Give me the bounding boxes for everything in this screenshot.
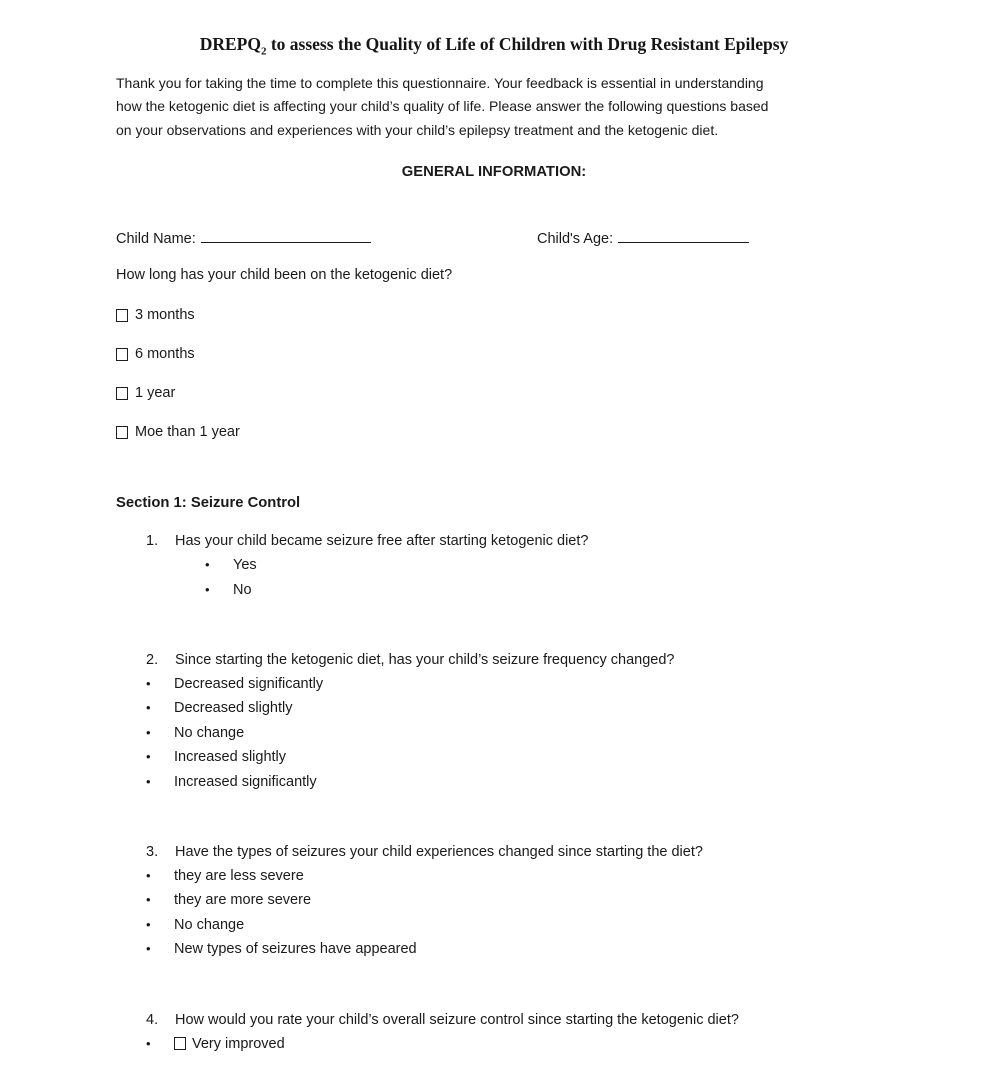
- intro-line-1: Thank you for taking the time to complete this questionnaire. Your feedback is essential in understanding: [116, 75, 764, 91]
- option-less-severe: [116, 864, 872, 888]
- bullet-icon: •: [146, 773, 151, 789]
- duration-options-list: [116, 305, 872, 442]
- checkbox-icon[interactable]: [116, 387, 128, 400]
- question-1-text-row: [116, 529, 872, 553]
- bullet-icon: •: [205, 557, 210, 573]
- child-name-input-line[interactable]: [201, 228, 371, 243]
- general-information-heading: GENERAL INFORMATION:: [401, 164, 587, 181]
- checkbox-icon[interactable]: [116, 309, 128, 322]
- question-3-text-row: [116, 840, 872, 864]
- child-age-label: Child's Age:: [537, 231, 614, 248]
- option-very-improved[interactable]: [116, 1032, 872, 1056]
- section1-heading: Section 1: Seizure Control: [116, 495, 301, 512]
- question-number: 4.: [146, 1011, 159, 1028]
- intro-paragraph: [116, 72, 872, 142]
- option-decreased-significantly: [116, 672, 872, 696]
- question-4-options: [116, 1032, 872, 1056]
- question-text: Have the types of seizures your child experiences changed since starting the diet?: [175, 844, 703, 861]
- option-label: Increased significantly: [174, 773, 317, 790]
- question-2-text-row: [116, 648, 872, 672]
- option-label: Decreased significantly: [174, 676, 324, 693]
- option-no-change: [116, 721, 872, 745]
- option-label: they are more severe: [174, 892, 312, 909]
- title-subscript: 2: [260, 45, 267, 58]
- option-label: No change: [174, 916, 245, 933]
- page-title: [116, 33, 872, 58]
- option-label: Very improved: [192, 1035, 285, 1052]
- duration-option-6-months[interactable]: [116, 344, 872, 364]
- bullet-icon: •: [146, 676, 151, 692]
- bullet-icon: •: [146, 749, 151, 765]
- intro-line-3: on your observations and experiences with your child’s epilepsy treatment and the ketogenic diet.: [116, 121, 719, 138]
- question-2: [116, 648, 872, 794]
- option-yes: [116, 553, 872, 577]
- question-text: Since starting the ketogenic diet, has your child’s seizure frequency changed?: [175, 652, 675, 669]
- duration-option-3-months[interactable]: [116, 305, 872, 325]
- question-1-options: [116, 553, 872, 602]
- question-1: [116, 529, 872, 602]
- bullet-icon: •: [205, 581, 210, 597]
- duration-option-label: 1 year: [135, 385, 176, 402]
- bullet-icon: •: [146, 700, 151, 716]
- question-4-text-row: [116, 1008, 872, 1032]
- option-label: they are less severe: [174, 868, 304, 885]
- bullet-icon: •: [146, 724, 151, 740]
- checkbox-icon[interactable]: [116, 426, 128, 439]
- question-2-options: [116, 672, 872, 794]
- option-new-types-appeared: [116, 937, 872, 961]
- duration-option-label: Moe than 1 year: [135, 424, 240, 441]
- option-increased-significantly: [116, 770, 872, 794]
- checkbox-icon[interactable]: [174, 1037, 186, 1050]
- question-text: Has your child became seizure free after starting ketogenic diet?: [175, 533, 589, 550]
- question-4: [116, 1008, 872, 1056]
- question-number: 2.: [146, 652, 159, 669]
- title-acronym: DREPQ: [199, 34, 261, 54]
- child-name-label: Child Name:: [116, 231, 196, 248]
- option-more-severe: [116, 888, 872, 912]
- duration-option-1-year[interactable]: [116, 383, 872, 403]
- question-number: 1.: [146, 533, 159, 550]
- option-label: New types of seizures have appeared: [174, 941, 417, 958]
- option-label: Decreased slightly: [174, 700, 293, 717]
- child-name-field: [116, 228, 537, 249]
- child-age-field: [537, 228, 749, 249]
- question-3: [116, 840, 872, 962]
- title-rest: to assess the Quality of Life of Children with Drug Resistant Epilepsy: [266, 34, 789, 54]
- child-age-input-line[interactable]: [618, 228, 749, 243]
- intro-line-2: how the ketogenic diet is affecting your child’s quality of life. Please answer the following questions based: [116, 98, 769, 115]
- question-text: How would you rate your child’s overall seizure control since starting the ketogenic diet?: [175, 1011, 739, 1028]
- option-increased-slightly: [116, 745, 872, 769]
- bullet-icon: •: [146, 892, 151, 908]
- duration-option-label: 6 months: [135, 346, 195, 363]
- option-label: No: [233, 581, 252, 598]
- question-number: 3.: [146, 844, 159, 861]
- option-decreased-slightly: [116, 696, 872, 720]
- questionnaire-document: [0, 33, 986, 1056]
- option-label: No change: [174, 724, 245, 741]
- bullet-icon: •: [146, 941, 151, 957]
- option-label: Yes: [233, 557, 257, 574]
- duration-option-label: 3 months: [135, 307, 195, 324]
- option-label: Increased slightly: [174, 749, 287, 766]
- duration-option-more-than-1-year[interactable]: [116, 422, 872, 442]
- option-no: [116, 578, 872, 602]
- checkbox-icon[interactable]: [116, 348, 128, 361]
- bullet-icon: •: [146, 868, 151, 884]
- bullet-icon: •: [146, 916, 151, 932]
- question-3-options: [116, 864, 872, 962]
- option-no-change: [116, 913, 872, 937]
- duration-question: How long has your child been on the ketogenic diet?: [116, 267, 453, 284]
- fields-row: [116, 228, 872, 249]
- bullet-icon: •: [146, 1035, 151, 1051]
